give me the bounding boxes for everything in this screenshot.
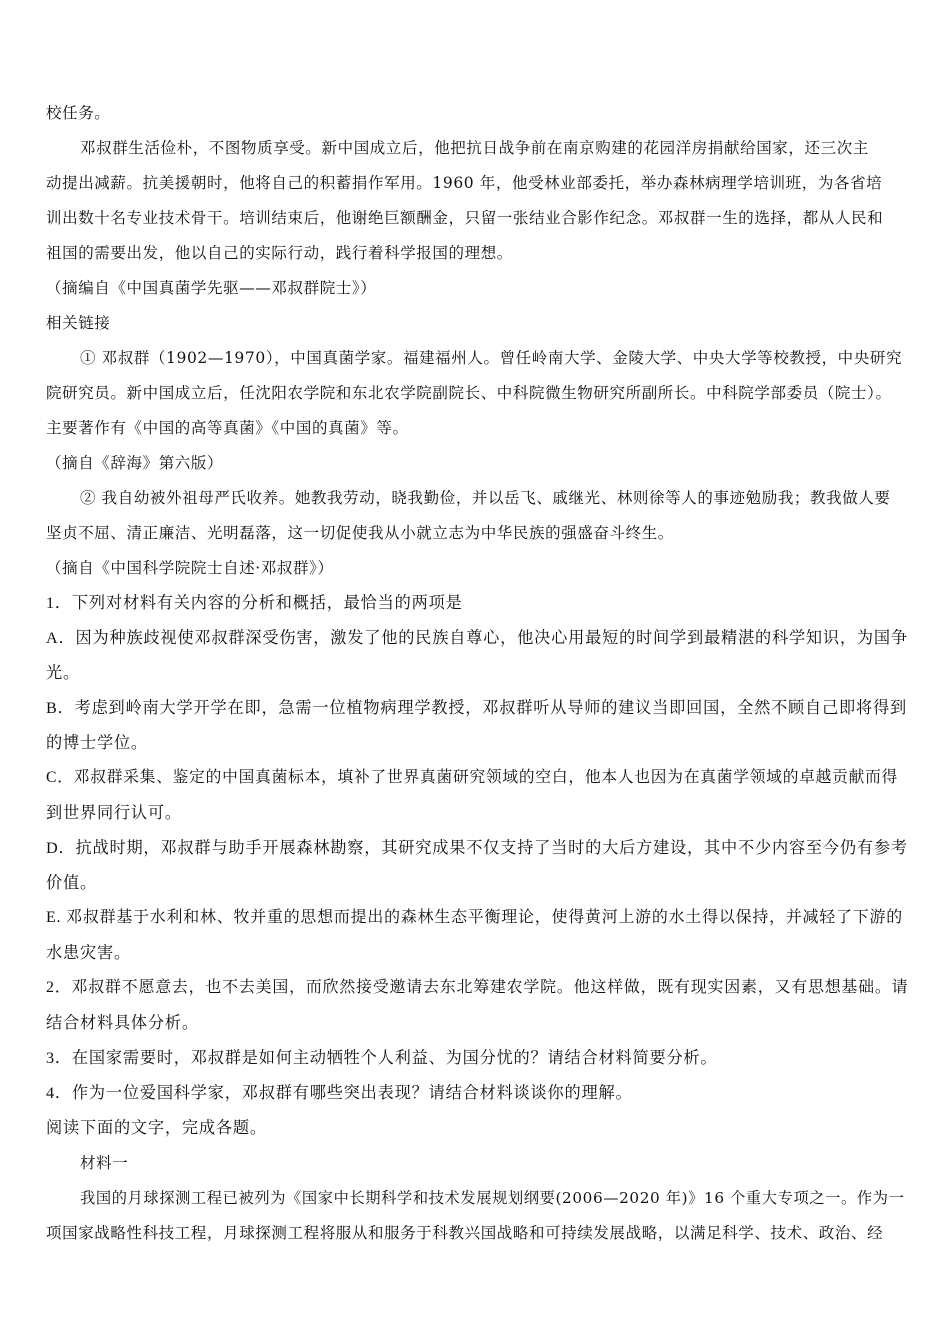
question-2: 2．邓叔群不愿意去，也不去美国，而欣然接受邀请去东北筹建农学院。他这样做，既有现实因素，又有思想基础。请 [46,979,909,996]
text-line: 坚贞不屈、清正廉洁、光明磊落，这一切促使我从小就立志为中华民族的强盛奋斗终生。 [46,524,674,542]
text-line: 校任务。 [46,104,111,122]
material-label: 材料一 [80,1154,129,1172]
option-e: E. 邓叔群基于水利和林、牧并重的思想而提出的森林生态平衡理论，使得黄河上游的水土得以保持，并减轻了下游的 [46,909,903,926]
question-4: 4．作为一位爱国科学家，邓叔群有哪些突出表现？请结合材料谈谈你的理解。 [46,1084,633,1102]
text-line: ① 邓叔群（1902—1970），中国真菌学家。福建福州人。曾任岭南大学、金陵大学、中央大学等校教授，中央研究 [80,349,903,367]
question-2-cont: 结合材料具体分析。 [46,1014,199,1032]
option-d: D．抗战时期，邓叔群与助手开展森林勘察，其研究成果不仅支持了当时的大后方建设，其中不少内容至今仍有参考 [46,839,908,857]
option-b-cont: 的博士学位。 [46,734,148,752]
text-line: 训出数十名专业技术骨干。培训结束后，他谢绝巨额酬金，只留一张结业合影作纪念。邓叔群一生的选择，都从人民和 [46,209,884,227]
text-line: 我国的月球探测工程已被列为《国家中长期科学和技术发展规划纲要(2006—2020 年)》16 个重大专项之一。作为一 [80,1189,905,1207]
text-line: 院研究员。新中国成立后，任沈阳农学院和东北农学院副院长、中科院微生物研究所副所长。中科院学部委员（院士）。 [46,384,892,402]
option-c: C．邓叔群采集、鉴定的中国真菌标本，填补了世界真菌研究领域的空白，他本人也因为在真菌学领域的卓越贡献而得 [46,769,899,786]
text-line: 祖国的需要出发，他以自己的实际行动，践行着科学报国的理想。 [46,244,513,262]
text-line: 项国家战略性科技工程，月球探测工程将服从和服务于科教兴国战略和可持续发展战略，以满足科学、技术、政治、经 [46,1224,884,1242]
text-line: 动提出减薪。抗美援朝时，他将自己的积蓄捐作军用。1960 年，他受林业部委托，举办森林病理学培训班，为各省培 [46,174,883,192]
option-e-cont: 水患灾害。 [46,944,131,962]
article-source: （摘编自《中国真菌学先驱——邓叔群院士》） [46,279,377,297]
link2-source: （摘自《中国科学院院士自述·邓叔群》） [46,559,334,577]
option-a: A．因为种族歧视使邓叔群深受伤害，激发了他的民族自尊心，他决心用最短的时间学到最精湛的科学知识，为国争 [46,629,908,647]
related-links-heading: 相关链接 [46,314,111,332]
text-line: 主要著作有《中国的高等真菌》《中国的真菌》等。 [46,419,409,437]
option-c-cont: 到世界同行认可。 [46,804,182,822]
option-b: B．考虑到岭南大学开学在即，急需一位植物病理学教授，邓叔群听从导师的建议当即回国，全然不顾自己即将得到 [46,699,907,717]
question-3: 3．在国家需要时，邓叔群是如何主动牺牲个人利益、为国分忧的？请结合材料简要分析。 [46,1049,718,1067]
text-line: 邓叔群生活俭朴，不图物质享受。新中国成立后，他把抗日战争前在南京购建的花园洋房捐献给国家，还三次主 [80,139,869,157]
link1-source: （摘自《辞海》第六版） [46,454,224,472]
option-d-cont: 价值。 [46,874,97,892]
option-a-cont: 光。 [46,664,80,682]
question-1: 1．下列对材料有关内容的分析和概括，最恰当的两项是 [46,594,463,612]
text-line: ② 我自幼被外祖母严氏收养。她教我劳动，晓我勤俭，并以岳飞、戚继光、林则徐等人的事迹勉励我；教我做人要 [80,489,891,507]
reading-instruction: 阅读下面的文字，完成各题。 [46,1119,267,1137]
